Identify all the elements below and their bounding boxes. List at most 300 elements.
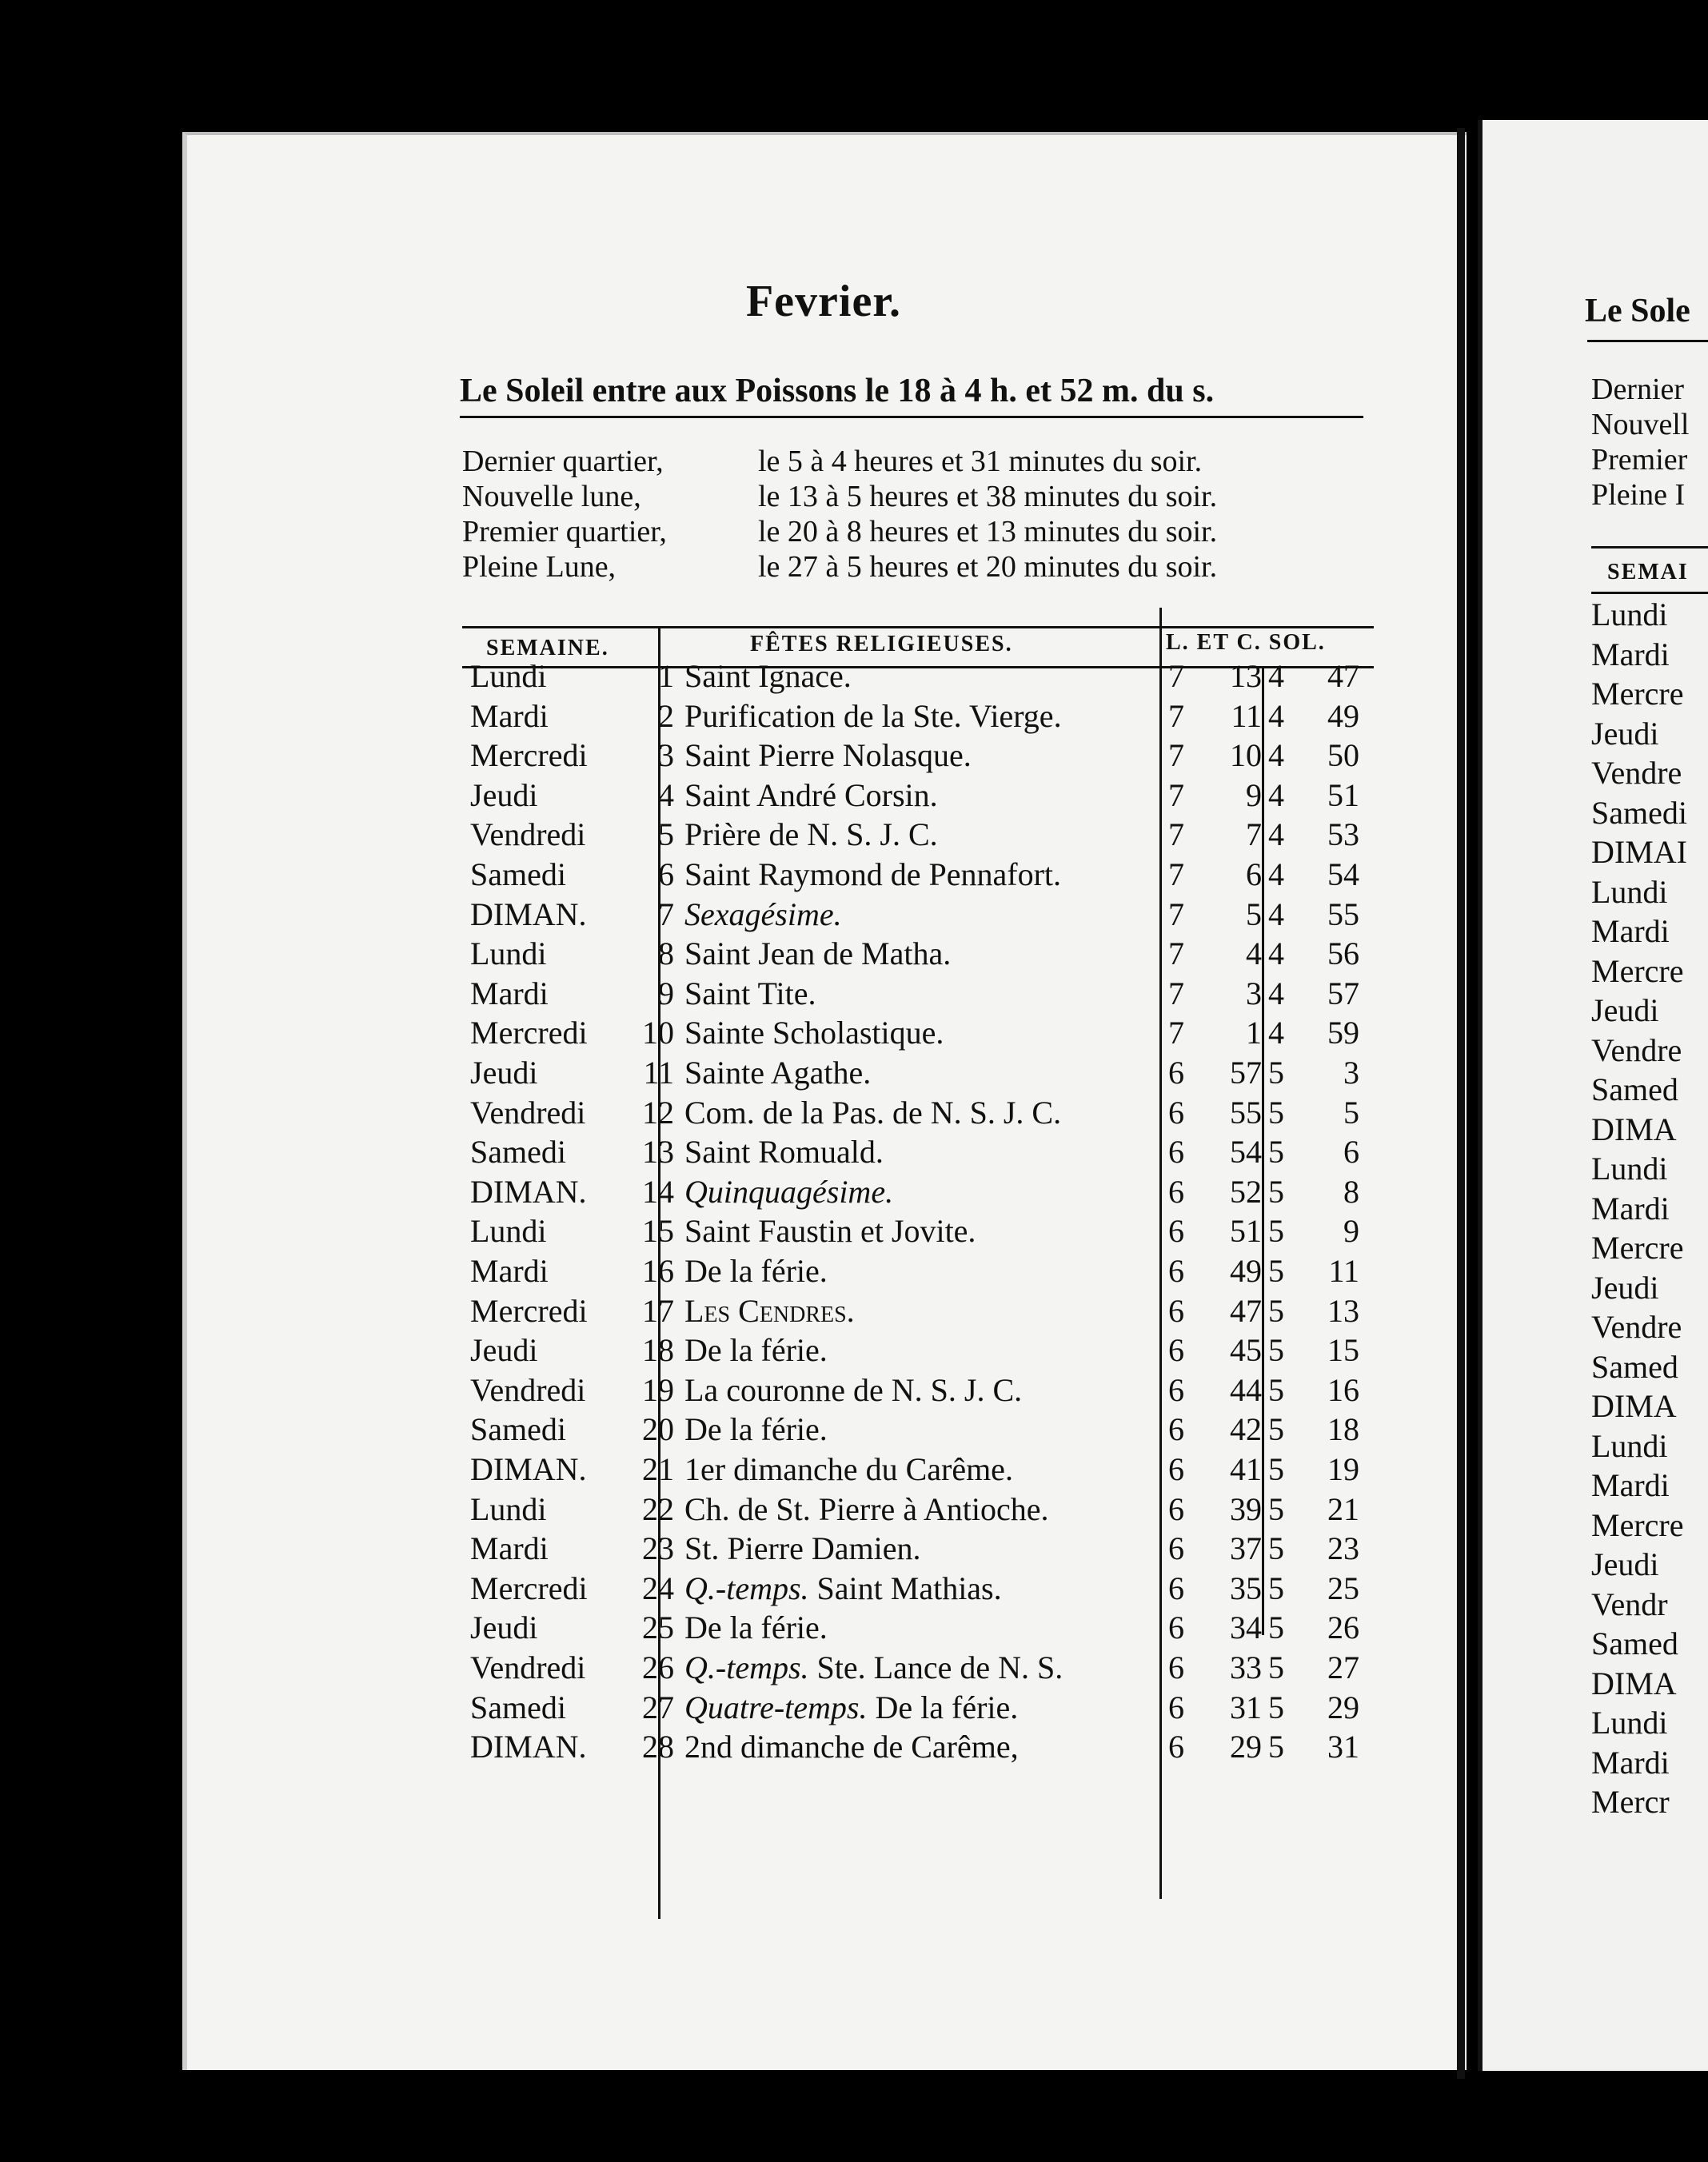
weekday: Vendredi	[470, 1094, 586, 1131]
feast-name	[684, 935, 951, 972]
feast-name	[684, 1410, 828, 1448]
right-weekday-fragment: Lundi	[1591, 596, 1668, 632]
feast-text: Com. de la Pas. de N. S. J. C.	[684, 1094, 1062, 1131]
feast-name	[684, 1173, 893, 1211]
right-weekday-fragment: Lundi	[1591, 1151, 1668, 1187]
feast-text: La couronne de N. S. J. C.	[684, 1371, 1023, 1408]
feast-text: 1er dimanche du Carême.	[684, 1451, 1013, 1487]
sunrise-hour: 6	[1168, 1530, 1184, 1567]
sunset-minute: 57	[1327, 975, 1359, 1011]
sunrise-minute: 55	[1230, 1094, 1262, 1131]
day-number: 3	[658, 737, 674, 774]
feast-name	[684, 816, 938, 853]
right-weekday-fragment: Lundi	[1591, 873, 1668, 910]
feast-text: De la férie.	[684, 1411, 828, 1448]
sunset-hour: 5	[1268, 1094, 1284, 1131]
table-row	[462, 1490, 1374, 1529]
sunrise-hour: 6	[1168, 1134, 1184, 1171]
weekday: Jeudi	[470, 1332, 538, 1369]
sunset-minute: 56	[1327, 935, 1359, 972]
feast-text: St. Pierre Damien.	[684, 1530, 921, 1567]
sunrise-hour: 6	[1168, 1292, 1184, 1329]
day-number: 18	[642, 1332, 674, 1369]
sunset-hour: 4	[1268, 737, 1284, 774]
sunrise-minute: 42	[1230, 1411, 1262, 1448]
sunrise-hour: 6	[1168, 1371, 1184, 1408]
right-weekday-fragment: Mardi	[1591, 913, 1670, 949]
sunrise-minute: 52	[1230, 1173, 1262, 1210]
table-row	[462, 736, 1374, 775]
feast-text: Saint Faustin et Jovite.	[684, 1213, 976, 1250]
table-row	[462, 816, 1374, 854]
weekday: Mardi	[470, 975, 549, 1011]
sunset-minute: 27	[1327, 1649, 1359, 1685]
sunset-minute: 51	[1327, 776, 1359, 813]
sunset-minute: 19	[1327, 1451, 1359, 1487]
phase-row	[462, 514, 1366, 549]
sunrise-minute: 41	[1230, 1451, 1262, 1487]
sunset-hour: 4	[1268, 776, 1284, 813]
right-header-rule	[1587, 340, 1708, 342]
sunset-minute: 50	[1327, 737, 1359, 774]
sunset-minute: 53	[1327, 816, 1359, 853]
sunrise-hour: 6	[1168, 1411, 1184, 1448]
sunrise-hour: 6	[1168, 1451, 1184, 1487]
phase-name: Nouvelle lune,	[462, 480, 641, 513]
sunrise-hour: 7	[1168, 975, 1184, 1011]
day-number: 22	[642, 1490, 674, 1527]
sunrise-hour: 6	[1168, 1094, 1184, 1131]
feast-text: Sexagésime.	[684, 896, 842, 932]
right-weekday-fragment: Lundi	[1591, 1705, 1668, 1741]
day-number: 26	[642, 1649, 674, 1685]
right-weekday-fragment: Samed	[1591, 1348, 1678, 1385]
right-weekday-fragment: Jeudi	[1591, 1269, 1659, 1306]
table-row	[462, 1331, 1374, 1370]
day-number: 2	[658, 697, 674, 734]
table-row	[462, 1014, 1374, 1052]
right-phase-fragment: Premier	[1591, 443, 1688, 477]
sunrise-hour: 7	[1168, 856, 1184, 892]
table-row	[462, 1252, 1374, 1290]
right-weekday-fragment: Samed	[1591, 1625, 1678, 1661]
day-number: 4	[658, 776, 674, 813]
table-row	[462, 1689, 1374, 1727]
feast-name	[684, 1133, 884, 1171]
sunrise-hour: 6	[1168, 1689, 1184, 1725]
weekday: Mercredi	[470, 1292, 588, 1329]
weekday: Vendredi	[470, 816, 586, 853]
feast-name	[684, 896, 842, 933]
weekday: Lundi	[470, 1213, 547, 1250]
right-table-header-rule	[1591, 592, 1708, 594]
sunrise-minute: 9	[1246, 776, 1262, 813]
weekday: Lundi	[470, 658, 547, 694]
feast-name	[684, 975, 816, 1012]
feast-name	[684, 1570, 1002, 1607]
sunrise-hour: 6	[1168, 1570, 1184, 1606]
feast-name	[684, 1331, 828, 1369]
sunset-minute: 59	[1327, 1015, 1359, 1051]
sunrise-minute: 35	[1230, 1570, 1262, 1606]
month-title: Fevrier.	[745, 277, 902, 326]
table-row	[462, 1212, 1374, 1251]
sunset-minute: 6	[1343, 1134, 1359, 1171]
table-row	[462, 935, 1374, 973]
sunset-hour: 5	[1268, 1649, 1284, 1685]
sunset-minute: 54	[1327, 856, 1359, 892]
sunrise-minute: 11	[1231, 697, 1262, 734]
sunset-hour: 5	[1268, 1371, 1284, 1408]
table-row	[462, 1371, 1374, 1410]
sunrise-minute: 54	[1230, 1134, 1262, 1171]
header-rule	[460, 416, 1363, 418]
sunrise-minute: 4	[1246, 935, 1262, 972]
sunrise-minute: 45	[1230, 1332, 1262, 1369]
sunset-minute: 55	[1327, 896, 1359, 932]
right-weekday-fragment: Vendre	[1591, 755, 1682, 791]
header-fetes: FÊTES RELIGIEUSES.	[750, 632, 1013, 656]
weekday: Samedi	[470, 856, 566, 892]
sunrise-minute: 57	[1230, 1055, 1262, 1091]
phase-row	[462, 479, 1366, 514]
sunrise-minute: 29	[1230, 1729, 1262, 1765]
sunset-minute: 47	[1327, 658, 1359, 694]
sunrise-minute: 34	[1230, 1610, 1262, 1646]
sunset-hour: 4	[1268, 816, 1284, 853]
right-phase-fragment: Nouvell	[1591, 408, 1690, 441]
sunrise-hour: 6	[1168, 1649, 1184, 1685]
day-number: 14	[642, 1173, 674, 1210]
weekday: Mardi	[470, 1253, 549, 1289]
feast-text: Ch. de St. Pierre à Antioche.	[684, 1490, 1049, 1527]
feast-name	[684, 1054, 871, 1091]
feast-name	[684, 1530, 921, 1567]
book-spine	[1457, 128, 1465, 2079]
sunrise-hour: 7	[1168, 658, 1184, 694]
right-phase-fragment: Dernier	[1591, 373, 1685, 406]
sunset-hour: 4	[1268, 856, 1284, 892]
sunset-hour: 4	[1268, 658, 1284, 694]
sunset-minute: 31	[1327, 1729, 1359, 1765]
sunset-minute: 8	[1343, 1173, 1359, 1210]
right-header-semaine: SEMAI	[1607, 560, 1689, 584]
sunrise-hour: 7	[1168, 776, 1184, 813]
feast-text: Saint Mathias.	[808, 1570, 1002, 1606]
day-number: 19	[642, 1371, 674, 1408]
day-number: 8	[658, 935, 674, 972]
right-weekday-fragment: Samed	[1591, 1071, 1678, 1107]
sunset-hour: 5	[1268, 1055, 1284, 1091]
right-weekday-fragment: Vendre	[1591, 1309, 1682, 1345]
day-number: 17	[642, 1292, 674, 1329]
right-weekday-fragment: Jeudi	[1591, 715, 1659, 752]
feast-text: Prière de N. S. J. C.	[684, 816, 938, 853]
weekday: Mercredi	[470, 737, 588, 774]
day-number: 28	[642, 1729, 674, 1765]
phase-row	[462, 444, 1366, 479]
feast-text: Quinquagésime.	[684, 1173, 894, 1210]
feast-prefix: Quatre-temps.	[684, 1689, 868, 1725]
sunrise-hour: 6	[1168, 1610, 1184, 1646]
feast-name	[684, 1014, 944, 1051]
sunset-hour: 5	[1268, 1570, 1284, 1606]
right-page-title: Le Sole	[1585, 293, 1690, 329]
feast-name	[684, 1094, 1061, 1131]
sunset-hour: 5	[1268, 1610, 1284, 1646]
sunset-minute: 29	[1327, 1689, 1359, 1725]
sunrise-minute: 47	[1230, 1292, 1262, 1329]
sunrise-hour: 6	[1168, 1729, 1184, 1765]
feast-text: De la férie.	[684, 1610, 828, 1646]
day-number: 5	[658, 816, 674, 853]
sunrise-minute: 10	[1230, 737, 1262, 774]
feast-name	[684, 1252, 828, 1290]
sunrise-minute: 13	[1230, 658, 1262, 694]
phase-row	[462, 549, 1366, 584]
feast-prefix: Q.-temps.	[684, 1649, 809, 1685]
sunset-minute: 16	[1327, 1371, 1359, 1408]
feast-name	[684, 776, 938, 814]
right-weekday-fragment: DIMA	[1591, 1111, 1677, 1147]
table-row	[462, 1570, 1374, 1608]
sunset-minute: 21	[1327, 1490, 1359, 1527]
sunset-hour: 5	[1268, 1213, 1284, 1250]
day-number: 16	[642, 1253, 674, 1289]
weekday: Lundi	[470, 935, 547, 972]
day-number: 1	[658, 658, 674, 694]
feast-name	[684, 657, 852, 695]
sunset-hour: 5	[1268, 1292, 1284, 1329]
weekday: Samedi	[470, 1134, 566, 1171]
header-semaine: SEMAINE.	[486, 636, 609, 660]
sunrise-minute: 31	[1230, 1689, 1262, 1725]
day-number: 23	[642, 1530, 674, 1567]
right-weekday-fragment: Lundi	[1591, 1427, 1668, 1464]
weekday: Jeudi	[470, 776, 538, 813]
table-row	[462, 776, 1374, 815]
day-number: 13	[642, 1134, 674, 1171]
feast-text: Saint Romuald.	[684, 1134, 884, 1171]
sunset-hour: 5	[1268, 1253, 1284, 1289]
day-number: 25	[642, 1610, 674, 1646]
sunset-hour: 4	[1268, 1015, 1284, 1051]
feast-text: Saint André Corsin.	[684, 776, 938, 813]
sunset-minute: 5	[1343, 1094, 1359, 1131]
weekday: Mercredi	[470, 1015, 588, 1051]
right-weekday-fragment: Mercre	[1591, 1230, 1684, 1266]
table-row	[462, 856, 1374, 894]
sunrise-minute: 3	[1246, 975, 1262, 1011]
feast-text: Saint Pierre Nolasque.	[684, 737, 972, 774]
sunset-hour: 5	[1268, 1134, 1284, 1171]
table-row	[462, 1292, 1374, 1330]
sunrise-minute: 7	[1246, 816, 1262, 853]
sunset-minute: 11	[1328, 1253, 1359, 1289]
day-number: 27	[642, 1689, 674, 1725]
table-row	[462, 1728, 1374, 1766]
feast-name	[684, 1689, 1018, 1726]
feast-name	[684, 1609, 828, 1646]
feast-text: Sainte Agathe.	[684, 1055, 872, 1091]
weekday: Jeudi	[470, 1610, 538, 1646]
weekday: Vendredi	[470, 1649, 586, 1685]
feast-name	[684, 1450, 1013, 1488]
day-number: 15	[642, 1213, 674, 1250]
sunrise-hour: 6	[1168, 1253, 1184, 1289]
table-row	[462, 1133, 1374, 1171]
sunrise-minute: 37	[1230, 1530, 1262, 1567]
sunset-hour: 5	[1268, 1173, 1284, 1210]
right-weekday-fragment: Vendre	[1591, 1031, 1682, 1068]
sunset-hour: 5	[1268, 1530, 1284, 1567]
phase-detail: le 20 à 8 heures et 13 minutes du soir.	[758, 515, 1218, 548]
phase-name: Dernier quartier,	[462, 445, 664, 478]
sunset-hour: 5	[1268, 1689, 1284, 1725]
sunset-minute: 15	[1327, 1332, 1359, 1369]
right-weekday-fragment: Mardi	[1591, 1190, 1670, 1227]
sunset-minute: 49	[1327, 697, 1359, 734]
feast-text: Saint Ignace.	[684, 658, 852, 694]
feast-prefix: Q.-temps.	[684, 1570, 809, 1606]
feast-name	[684, 1292, 855, 1330]
sunset-minute: 9	[1343, 1213, 1359, 1250]
feast-text: Purification de la Ste. Vierge.	[684, 697, 1062, 734]
weekday: Mardi	[470, 697, 549, 734]
sunrise-hour: 7	[1168, 896, 1184, 932]
sunrise-hour: 7	[1168, 1015, 1184, 1051]
feast-name	[684, 1490, 1048, 1528]
sunrise-minute: 49	[1230, 1253, 1262, 1289]
feast-name	[684, 1371, 1022, 1409]
weekday: DIMAN.	[470, 1173, 587, 1210]
sunset-minute: 18	[1327, 1411, 1359, 1448]
feast-text: De la férie.	[684, 1253, 828, 1289]
weekday: DIMAN.	[470, 1729, 587, 1765]
right-weekday-fragment: Mardi	[1591, 636, 1670, 672]
feast-name	[684, 1728, 1019, 1765]
table-row	[462, 657, 1374, 696]
sunrise-hour: 6	[1168, 1213, 1184, 1250]
feast-text: Sainte Scholastique.	[684, 1015, 944, 1051]
table-row	[462, 1173, 1374, 1211]
weekday: Lundi	[470, 1490, 547, 1527]
weekday: DIMAN.	[470, 896, 587, 932]
phase-detail: le 5 à 4 heures et 31 minutes du soir.	[758, 445, 1203, 478]
sunset-hour: 4	[1268, 975, 1284, 1011]
right-weekday-fragment: Mardi	[1591, 1744, 1670, 1781]
weekday: Samedi	[470, 1689, 566, 1725]
sunset-hour: 5	[1268, 1729, 1284, 1765]
right-weekday-fragment: Mercre	[1591, 676, 1684, 712]
table-row	[462, 1410, 1374, 1449]
sunrise-hour: 6	[1168, 1332, 1184, 1369]
sunrise-hour: 7	[1168, 737, 1184, 774]
feast-name	[684, 1212, 976, 1250]
feast-text: De la férie.	[684, 1332, 828, 1369]
sunset-hour: 5	[1268, 1490, 1284, 1527]
table-row	[462, 1530, 1374, 1568]
right-weekday-fragment: DIMA	[1591, 1665, 1677, 1701]
right-weekday-fragment: Jeudi	[1591, 1546, 1659, 1582]
sunrise-hour: 6	[1168, 1055, 1184, 1091]
day-number: 20	[642, 1411, 674, 1448]
weekday: Jeudi	[470, 1055, 538, 1091]
feast-text: De la férie.	[867, 1689, 1019, 1725]
header-lever-coucher: L. ET C. SOL.	[1166, 630, 1326, 655]
day-number: 10	[642, 1015, 674, 1051]
phase-detail: le 27 à 5 heures et 20 minutes du soir.	[758, 550, 1218, 584]
right-table-top-rule	[1591, 546, 1708, 548]
feast-name	[684, 736, 972, 774]
right-weekday-fragment: Mercr	[1591, 1784, 1670, 1820]
day-number: 24	[642, 1570, 674, 1606]
table-row	[462, 1649, 1374, 1687]
phase-name: Premier quartier,	[462, 515, 667, 548]
sunrise-hour: 6	[1168, 1173, 1184, 1210]
sunrise-hour: 7	[1168, 697, 1184, 734]
sunrise-minute: 6	[1246, 856, 1262, 892]
table-row	[462, 1450, 1374, 1489]
feast-text: Ste. Lance de N. S.	[808, 1649, 1064, 1685]
sunrise-minute: 5	[1246, 896, 1262, 932]
right-weekday-fragment: Jeudi	[1591, 992, 1659, 1028]
sunrise-minute: 33	[1230, 1649, 1262, 1685]
weekday: Mardi	[470, 1530, 549, 1567]
sunrise-hour: 7	[1168, 935, 1184, 972]
feast-text: Les Cendres.	[684, 1292, 855, 1329]
sunset-minute: 13	[1327, 1292, 1359, 1329]
sunset-hour: 5	[1268, 1332, 1284, 1369]
table-row	[462, 896, 1374, 934]
sunrise-hour: 6	[1168, 1490, 1184, 1527]
phase-detail: le 13 à 5 heures et 38 minutes du soir.	[758, 480, 1218, 513]
feast-name	[684, 856, 1061, 893]
right-weekday-fragment: DIMA	[1591, 1388, 1677, 1424]
day-number: 11	[643, 1055, 674, 1091]
right-weekday-fragment: Mercre	[1591, 952, 1684, 989]
sunset-hour: 4	[1268, 935, 1284, 972]
moon-phases	[462, 444, 1366, 584]
right-weekday-fragment: Vendr	[1591, 1586, 1668, 1622]
day-number: 9	[658, 975, 674, 1011]
table-row	[462, 975, 1374, 1013]
sunset-minute: 3	[1343, 1055, 1359, 1091]
sunrise-minute: 39	[1230, 1490, 1262, 1527]
day-number: 21	[642, 1451, 674, 1487]
feast-text: Saint Tite.	[684, 975, 816, 1011]
feast-text: Saint Raymond de Pennafort.	[684, 856, 1062, 892]
table-row	[462, 1054, 1374, 1092]
right-weekday-fragment: DIMAI	[1591, 834, 1687, 870]
weekday: Mercredi	[470, 1570, 588, 1606]
sunrise-hour: 7	[1168, 816, 1184, 853]
phase-name: Pleine Lune,	[462, 550, 617, 584]
feast-text: Saint Jean de Matha.	[684, 935, 952, 972]
right-weekday-fragment: Mercre	[1591, 1506, 1684, 1543]
weekday: Samedi	[470, 1411, 566, 1448]
day-number: 12	[642, 1094, 674, 1131]
weekday: DIMAN.	[470, 1451, 587, 1487]
table-row	[462, 1094, 1374, 1132]
weekday: Vendredi	[470, 1371, 586, 1408]
sunset-minute: 23	[1327, 1530, 1359, 1567]
day-number: 7	[658, 896, 674, 932]
feast-name	[684, 1649, 1063, 1686]
sunset-hour: 5	[1268, 1451, 1284, 1487]
right-phase-fragment: Pleine I	[1591, 478, 1686, 512]
sunset-hour: 4	[1268, 896, 1284, 932]
